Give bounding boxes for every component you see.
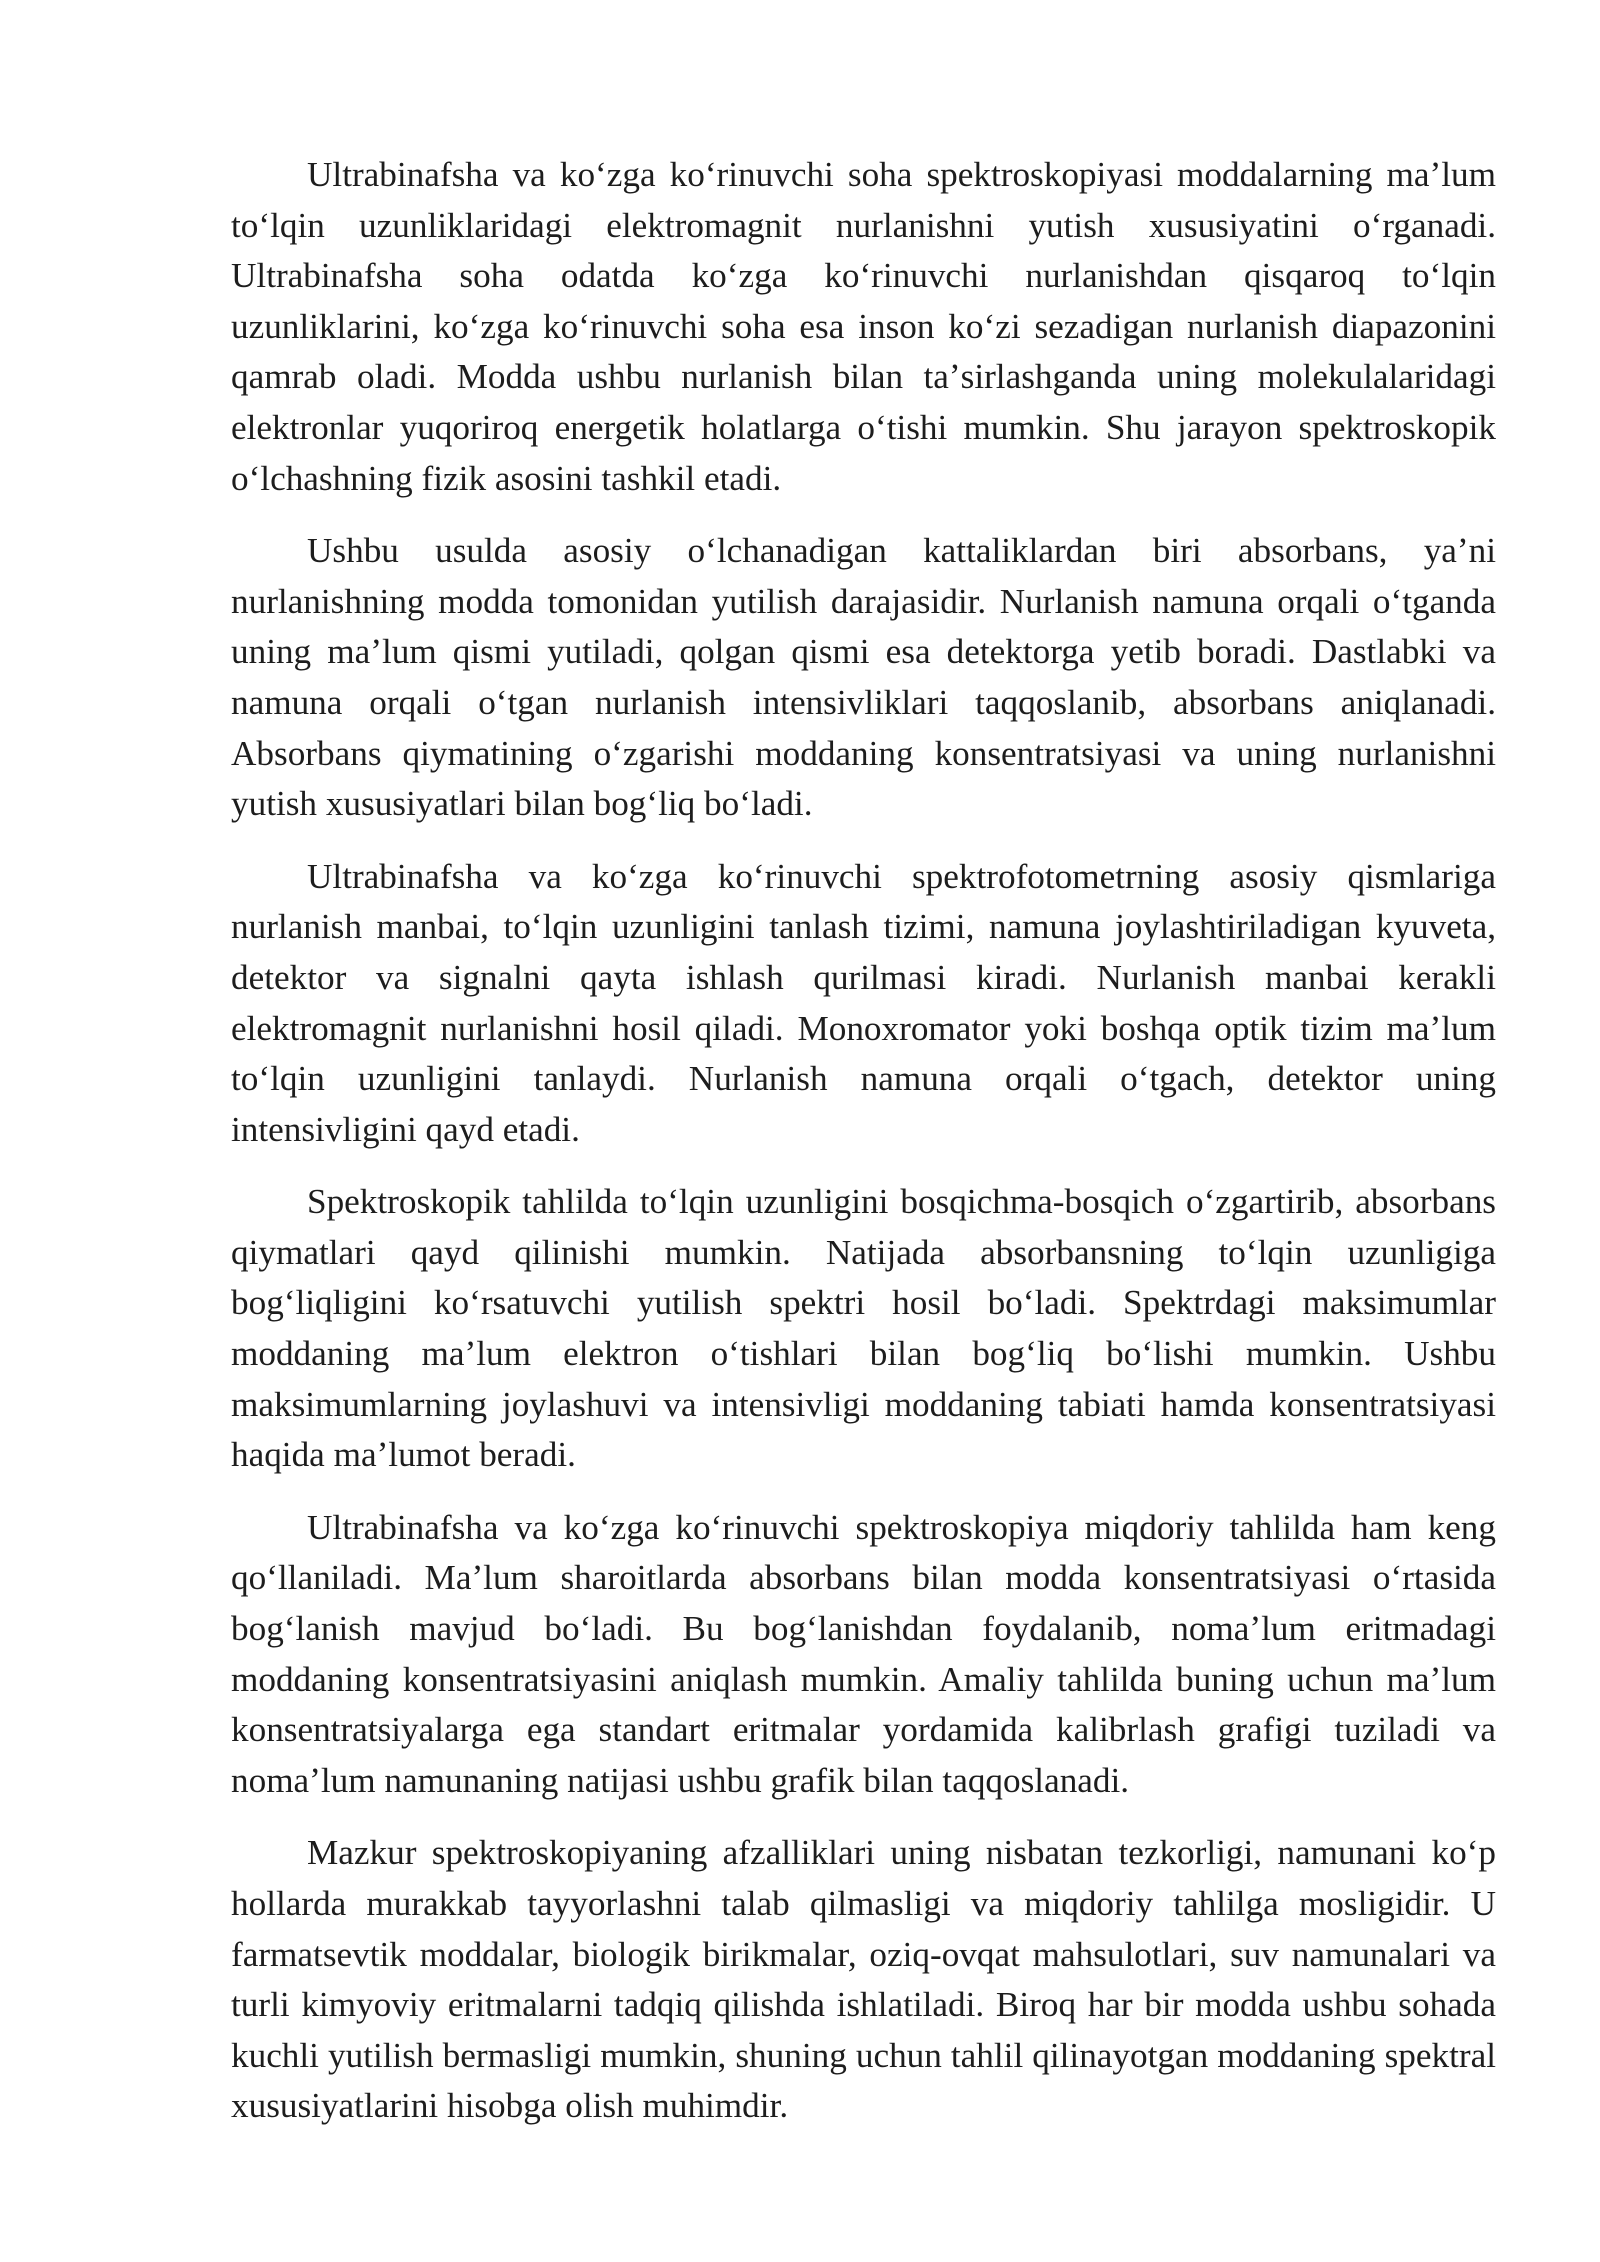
paragraph-2: Ushbu usulda asosiy oʻlchanadigan kattaliklardan biri absorbans, yaʼni nurlanishning modda tomonidan yutilish darajasidir. Nurlanish namuna orqali oʻtganda uning maʼlum qismi yutiladi, qolgan qismi esa detektorga yetib boradi. Dastlabki va namuna orqali oʻtgan nurlanish intensivliklari taqqoslanib, absorbans aniqlanadi. Absorbans qiymatining oʻzgarishi moddaning konsentratsiyasi va uning nurlanishni yutish xususiyatlari bilan bogʻliq boʻladi. — [231, 531, 1496, 824]
paragraph-4: Spektroskopik tahlilda toʻlqin uzunligini bosqichma-bosqich oʻzgartirib, absorbans qiymatlari qayd qilinishi mumkin. Natijada absorbansning toʻlqin uzunligiga bogʻliqligini koʻrsatuvchi yutilish spektri hosil boʻladi. Spektrdagi maksimumlar moddaning maʼlum elektron oʻtishlari bilan bogʻliq boʻlishi mumkin. Ushbu maksimumlarning joylashuvi va intensivligi moddaning tabiati hamda konsentratsiyasi haqida maʼlumot beradi. — [231, 1182, 1496, 1475]
paragraph-3: Ultrabinafsha va koʻzga koʻrinuvchi spektrofotometrning asosiy qismlariga nurlanish manbai, toʻlqin uzunligini tanlash tizimi, namuna joylashtiriladigan kyuveta, detektor va signalni qayta ishlash qurilmasi kiradi. Nurlanish manbai kerakli elektromagnit nurlanishni hosil qiladi. Monoxromator yoki boshqa optik tizim maʼlum toʻlqin uzunligini tanlaydi. Nurlanish namuna orqali oʻtgach, detektor uning intensivligini qayd etadi. — [231, 856, 1496, 1149]
document-body — [231, 150, 1496, 2154]
paragraph-5: Ultrabinafsha va koʻzga koʻrinuvchi spektroskopiya miqdoriy tahlilda ham keng qoʻllaniladi. Maʼlum sharoitlarda absorbans bilan modda konsentratsiyasi oʻrtasida bogʻlanish mavjud boʻladi. Bu bogʻlanishdan foydalanib, nomaʼlum eritmadagi moddaning konsentratsiyasini aniqlash mumkin. Amaliy tahlilda buning uchun maʼlum konsentratsiyalarga ega standart eritmalar yordamida kalibrlash grafigi tuziladi va nomaʼlum namunaning natijasi ushbu grafik bilan taqqoslanadi. — [231, 1507, 1496, 1800]
paragraph-6: Mazkur spektroskopiyaning afzalliklari uning nisbatan tezkorligi, namunani koʻp hollarda murakkab tayyorlashni talab qilmasligi va miqdoriy tahlilga mosligidir. U farmatsevtik moddalar, biologik birikmalar, oziq-ovqat mahsulotlari, suv namunalari va turli kimyoviy eritmalarni tadqiq qilishda ishlatiladi. Biroq har bir modda ushbu sohada kuchli yutilish bermasligi mumkin, shuning uchun tahlil qilinayotgan moddaning spektral xususiyatlarini hisobga olish muhimdir. — [231, 1833, 1496, 2126]
paragraph-1: Ultrabinafsha va koʻzga koʻrinuvchi soha spektroskopiyasi moddalarning maʼlum toʻlqin uzunliklaridagi elektromagnit nurlanishni yutish xususiyatini oʻrganadi. Ultrabinafsha soha odatda koʻzga koʻrinuvchi nurlanishdan qisqaroq toʻlqin uzunliklarini, koʻzga koʻrinuvchi soha esa inson koʻzi sezadigan nurlanish diapazonini qamrab oladi. Modda ushbu nurlanish bilan taʼsirlashganda uning molekulalaridagi elektronlar yuqoriroq energetik holatlarga oʻtishi mumkin. Shu jarayon spektroskopik oʻlchashning fizik asosini tashkil etadi. — [231, 155, 1496, 498]
